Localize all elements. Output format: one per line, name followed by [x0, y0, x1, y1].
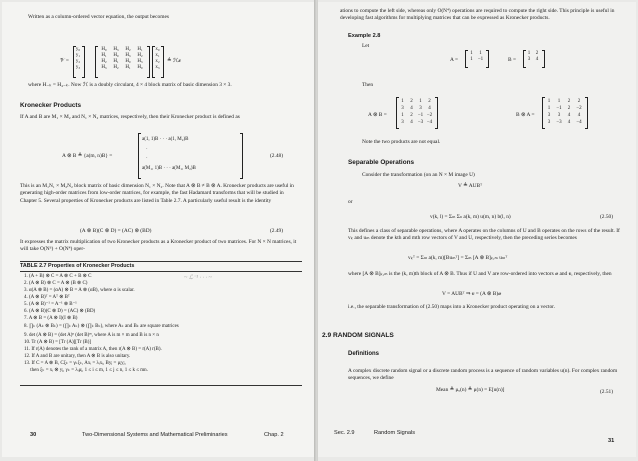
table-item: 2. (A ⊗ B) ⊗ C = A ⊗ (B ⊗ C) — [24, 281, 88, 286]
equation-2-49: (A ⊗ B)(C ⊗ D) = (AC) ⊗ (BD) — [80, 228, 152, 234]
equation-vector: V = AUBᵀ ⇒ 𝓋 = (A ⊗ B)𝓊 — [442, 291, 502, 297]
table-item: then ξₖ = xᵢ ⊗ yⱼ, γₖ = λᵢμⱼ, 1 ≤ i ≤ m, 1 ≤ j ≤ n, 1 ≤ k ≤ mn. — [24, 368, 148, 373]
equation-2-50: v(k, l) = Σₘ Σₙ a(k, m) u(m, n) b(l, n) — [430, 214, 511, 220]
table-item: 10. Tr (A ⊗ B) = [Tr (A)][Tr (B)] — [24, 340, 92, 345]
table-item: 12. If A and B are unitary, then A ⊗ B is also unitary. — [24, 354, 131, 359]
table-item: 8. ∏ₖ (Aₖ ⊗ Bₖ) = (∏ₖ Aₖ) ⊗ (∏ₖ Bₖ), where Aₖ and Bₖ are square matrices — [24, 324, 179, 329]
footer-title: Two-Dimensional Systems and Mathematical Preliminaries — [82, 432, 228, 438]
equation-row: vₖᵀ = Σₘ a(k, m)[Buₘᵀ] = Σₘ [A ⊗ B]ₖ,ₘ uₘᵀ — [408, 255, 508, 261]
separable-para: Consider the transformation (on an N × M image U) — [362, 172, 475, 178]
separable-para-2: This defines a class of separable operations, where A operates on the columns of U and B operates on the rows of the result. If vₖ and uₘ denote the kth and mth row vectors of V and U, respectively, then the preceding series becomes — [348, 228, 620, 242]
equation-2-51: Mean ≜ μᵤ(n) ≜ μ(n) = E[u(n)] — [436, 387, 505, 393]
note-text: Note the two products are not equal. — [362, 139, 441, 145]
x-vector: x₀ x₁ x₂ x₃ — [155, 47, 160, 70]
continued-para: ations to compute the left side, whereas only O(N⁴) operations are required to compute the right side. This principle is useful in developing fast algorithms for multiplying matrices that can be expressed as Kronecker products. — [340, 8, 615, 22]
kronecker-para-2: This is an M₁N₁ × M₂N₂ block matrix of basic dimension N₁ × N₂. Note that A ⊗ B ≠ B ⊗ A. Kronecker products are useful in generating high-order matrices from low-order matrices, for example, the fast Hadamard transforms that will be studied in Chapter 5. Several properties of Kronecker products are listed in Table 2.7. A particularly useful result is the identity — [20, 183, 294, 204]
page-number: 30 — [30, 432, 37, 438]
eq-number: (2.49) — [270, 228, 284, 234]
properties-table — [24, 273, 304, 374]
table-item: 11. If r(A) denotes the rank of a matrix A, then r(A ⊗ B) = r(A) r(B). — [24, 347, 162, 352]
let-text: Let — [362, 43, 370, 49]
eq-lhs: 𝒱 = — [60, 58, 69, 64]
ie-text: i.e., the separable transformation of (2.50) maps into a Kronecker product operating on a vector. — [348, 304, 556, 310]
definitions-para: A complex discrete random signal or a discrete random process is a sequence of random variables u(n). For complex random sequences, we define — [348, 368, 618, 382]
table-item: 7. A ⊗ B = (A ⊗ I)(I ⊗ B) — [24, 316, 78, 321]
eq-number: (2.50) — [600, 214, 614, 220]
footer-chapter: Chap. 2 — [264, 432, 284, 438]
example-heading: Example 2.8 — [348, 33, 381, 39]
right-page: ations to compute the left side, whereas only O(N⁴) operations are required to compute the right side. This principle is useful in developing fast algorithms for multiplying matrices that can be expressed as Kronecker products. Example 2.8 Let A = 1 1 1 −1 B = 1 2 3 4 Then A ⊗ B = 1 2 1 2 3 4 3 4 1 2 −1 −2 3 4 −3 −4 B ⊗ A = 1 1 2 2 1 −1 2 −2 3 3 4 4 3 −3 4 −4 Note the two products are not equal. Separable Operations Consider the transformation (on an N × M image U) V ≜ AUBᵀ or v(k, l) = Σₘ Σₙ a(k, m) u(m, n) b(l, n) (2.50) This defines a class of separable operations, where A operates on the columns of U and B operates on the rows of the result. If vₖ and uₘ denote the kth and mth row vectors of V and U, respectively, then the preceding series becomes vₖᵀ = Σₘ a(k, m)[Buₘᵀ] = Σₘ [A ⊗ B]ₖ,ₘ uₘᵀ where [A ⊗ B]ₖ,ₘ is the (k, m)th block of A ⊗ B. Thus if U and V are row-ordered into vectors 𝓊 and 𝓋, respectively, then V = AUBᵀ ⇒ 𝓋 = (A ⊗ B)𝓊 i.e., the separable transformation of (2.50) maps into a Kronecker product operating on a vector. 2.9 RANDOM SIGNALS Definitions A complex discrete random signal or a discrete random process is a sequence of random variables u(n). For complex random sequences, we define Mean ≜ μᵤ(n) ≜ μ(n) = E[u(n)] (2.51) Sec. 2.9 Random Signals 31 — [318, 2, 636, 457]
table-item: 1. (A + B) ⊗ C = A ⊗ C + B ⊗ C — [24, 274, 92, 279]
intro-text: Written as a column-ordered vector equation, the output becomes — [28, 14, 169, 20]
separable-heading: Separable Operations — [348, 159, 415, 166]
where-text: where H₋ₖ = H₄₋ₖ. Now ℋ is a doubly circulant, 4 × 4 block matrix of basic dimension 3 × 3. — [28, 82, 232, 88]
or-text: or — [348, 199, 353, 205]
eq-rhs: ≜ ℋ𝓍 — [167, 58, 181, 64]
then-text: Then — [362, 82, 374, 88]
table-item: 5. (A ⊗ B)⁻¹ = A⁻¹ ⊗ B⁻¹ — [24, 302, 77, 307]
eq-number: (2.51) — [600, 389, 614, 395]
table-item: 6. (A ⊗ B)(C ⊗ D) = (AC) ⊗ (BD) — [24, 309, 96, 314]
table-title: TABLE 2.7 Properties of Kronecker Products — [20, 263, 135, 269]
pencil-scribble: ~ ℒ⁻¹ · · · ~ — [184, 275, 212, 281]
footer-title: Random Signals — [374, 430, 416, 436]
kronecker-heading: Kronecker Products — [20, 102, 82, 109]
definitions-heading: Definitions — [348, 351, 379, 357]
equation-v: V ≜ AUBᵀ — [458, 183, 483, 189]
footer-section: Sec. 2.9 — [334, 430, 355, 436]
table-item: 9. det (A ⊗ B) = (det A)ⁿ (det B)ᵐ, where A is m × m and B is n × n — [24, 333, 159, 338]
random-signals-heading: 2.9 RANDOM SIGNALS — [322, 332, 394, 339]
block-matrix: H₀ H₃ H₂ H₁ H₁ H₀ H₃ H₂ H₂ H₁ H₀ H₃ H₃ H₂ H₁ H₀ — [101, 47, 143, 70]
table-item: 3. α(A ⊗ B) = (αA) ⊗ B = A ⊗ (αB), where α is scalar. — [24, 288, 135, 293]
kronecker-para-1: If A and B are M₁ × M₂ and N₁ × N₂ matrices, respectively, then their Kronecker product is defined as — [20, 114, 240, 120]
table-item: 13. If C = A ⊗ B, Cξₖ = γₖξₖ, Axᵢ = λᵢxᵢ, Byⱼ = μⱼyⱼ, — [24, 361, 126, 366]
table-item: 4. (A ⊗ B)ᵀ = Aᵀ ⊗ Bᵀ — [24, 295, 70, 300]
y-vector: y₀ y₁ y₂ y₃ — [75, 47, 81, 70]
left-page: Written as a column-ordered vector equation, the output becomes 𝒱 = y₀ y₁ y₂ y₃ H₀ H₃ H₂ H₁ H₁ H₀ H₃ H₂ H₂ H₁ H₀ H₃ H₃ H₂ H₁ H₀ x₀ x₁ x₂ x₃ ≜ ℋ𝓍 where H₋ₖ = H₄₋ₖ. Now ℋ is a doubly circulant, 4 × 4 block matrix of basic dimension 3 × 3. Kronecker Products If A and B are M₁ × M₂ and N₁ × N₂ matrices, respectively, then their Kronecker product is defined as A ⊗ B ≜ {a(m, n)B} = a(1, 1)B · · · a(1, M₂)B · · a(M₁, 1)B · · · a(M₁, M₂)B (2.48) This is an M₁N₁ × M₂N₂ block matrix of basic dimension N₁ × N₂. Note that A ⊗ B ≠ B ⊗ A. Kronecker products are useful in generating high-order matrices from low-order matrices, for example, the fast Hadamard transforms that will be studied in Chapter 5. Several properties of Kronecker products are listed in Table 2.7. A particularly useful result is the identity (A ⊗ B)(C ⊗ D) = (AC) ⊗ (BD) (2.49) It expresses the matrix multiplication of two Kronecker products as a Kronecker product of two matrices. For N × N matrices, it will take O(N⁶) + O(N⁴) oper- TABLE 2.7 Properties of Kronecker Products 1. (A + B) ⊗ C = A ⊗ C + B ⊗ C 2. (A ⊗ B) ⊗ C = A ⊗ (B ⊗ C) 3. α(A ⊗ B) = (αA) ⊗ B = A ⊗ (αB), where α is scalar. 4. (A ⊗ B)ᵀ = Aᵀ ⊗ Bᵀ 5. (A ⊗ B)⁻¹ = A⁻¹ ⊗ B⁻¹ 6. (A ⊗ B)(C ⊗ D) = (AC) ⊗ (BD) 7. A ⊗ B = (A ⊗ I)(I ⊗ B) 8. ∏ₖ (Aₖ ⊗ Bₖ) = (∏ₖ Aₖ) ⊗ (∏ₖ Bₖ), where Aₖ and Bₖ are square matrices 9. det (A ⊗ B) = (det A)ⁿ (det B)ᵐ, where A is m × m and B is n × n 10. Tr (A ⊗ B) = [Tr (A)][Tr (B)] 11. If r(A) denotes the rank of a matrix A, then r(A ⊗ B) = r(A) r(B). 12. If A and B are unitary, then A ⊗ B is also unitary. 13. If C = A ⊗ B, Cξₖ = γₖξₖ, Axᵢ = λᵢxᵢ, Byⱼ = μⱼyⱼ, then ξₖ = xᵢ ⊗ yⱼ, γₖ = λᵢμⱼ, 1 ≤ i ≤ m, 1 ≤ j ≤ n, 1 ≤ k ≤ mn. ~ ℒ⁻¹ · · · ~ 30 Two-Dimensional Systems and Mathematical Preliminaries Chap. 2 — [2, 2, 314, 457]
eq-number: (2.48) — [270, 153, 284, 159]
kronecker-para-3: It expresses the matrix multiplication of two Kronecker products as a Kronecker product of two matrices. For N × N matrices, it will take O(N⁶) + O(N⁴) oper- — [20, 239, 297, 253]
where-text-2: where [A ⊗ B]ₖ,ₘ is the (k, m)th block of A ⊗ B. Thus if U and V are row-ordered into vectors 𝓊 and 𝓋, respectively, then — [348, 271, 612, 277]
page-number: 31 — [608, 438, 615, 444]
